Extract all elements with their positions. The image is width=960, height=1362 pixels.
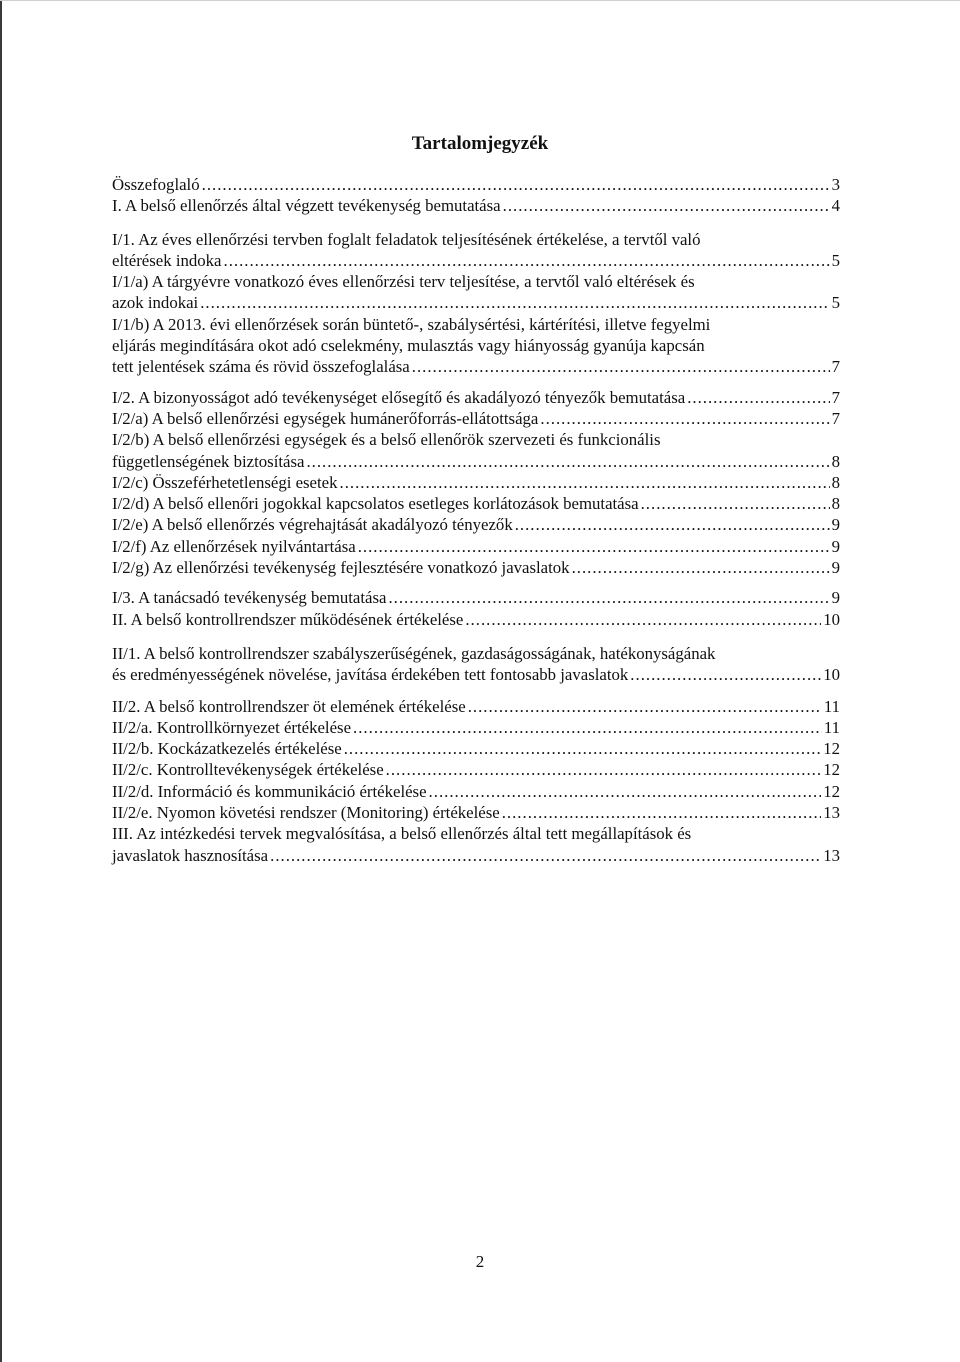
toc-entry-page: 7 <box>831 387 840 407</box>
toc-leader-dots <box>429 781 822 802</box>
toc-entry-last-line <box>112 174 840 195</box>
toc-entry-last-line <box>112 609 840 630</box>
toc-entry-title: I/2/a) A belső ellenőrzési egységek humánerőforrás-ellátottsága <box>112 408 539 428</box>
toc-entry-last-line <box>112 356 840 377</box>
toc-entry[interactable] <box>112 514 840 535</box>
toc-entry-line: I/1/b) A 2013. évi ellenőrzések során büntető-, szabálysértési, kártérítési, illetve fegyelmi <box>112 314 711 334</box>
toc-entry-title: és eredményességének növelése, javítása érdekében tett fontosabb javaslatok <box>112 665 629 685</box>
toc-leader-dots <box>540 408 829 429</box>
toc-leader-dots <box>202 174 830 195</box>
table-of-contents <box>112 174 840 866</box>
toc-entry-title: I/2/g) Az ellenőrzési tevékenység fejlesztésére vonatkozó javaslatok <box>112 558 570 578</box>
toc-leader-dots <box>468 696 822 717</box>
toc-entry-title: I/2/c) Összeférhetetlenségi esetek <box>112 472 338 492</box>
toc-entry-last-line <box>112 738 840 759</box>
toc-entry-line: I/2/b) A belső ellenőrzési egységek és a belső ellenőrök szervezeti és funkcionális <box>112 430 661 450</box>
toc-entry-last-line <box>112 717 840 738</box>
toc-leader-dots <box>502 802 822 823</box>
toc-entry-title: eltérések indoka <box>112 250 222 270</box>
toc-entry-title: Összefoglaló <box>112 175 200 194</box>
toc-entry-last-line <box>112 664 840 685</box>
toc-entry-title: I/3. A tanácsadó tevékenység bemutatása <box>112 588 387 608</box>
toc-entry-last-line <box>112 696 840 717</box>
toc-entry-line: I/1. Az éves ellenőrzési tervben foglalt feladatok teljesítésének értékelése, a tervtől való <box>112 229 701 249</box>
toc-entry-last-line <box>112 408 840 429</box>
toc-entry-last-line <box>112 781 840 802</box>
toc-entry-page: 11 <box>823 717 840 737</box>
toc-entry[interactable] <box>112 823 840 866</box>
toc-leader-dots <box>630 664 821 685</box>
toc-entry-page: 9 <box>831 536 840 556</box>
toc-entry-title: II. A belső kontrollrendszer működésének értékelése <box>112 609 464 629</box>
toc-entry-page: 3 <box>831 175 840 194</box>
toc-entry-last-line <box>112 472 840 493</box>
toc-entry-page: 12 <box>823 781 840 801</box>
toc-entry-page: 8 <box>831 472 840 492</box>
toc-entry-page: 8 <box>831 451 840 471</box>
toc-entry-last-line <box>112 387 840 408</box>
toc-entry[interactable] <box>112 587 840 608</box>
toc-entry-page: 4 <box>831 196 840 216</box>
toc-entry-page: 13 <box>823 803 840 823</box>
toc-leader-dots <box>503 195 830 216</box>
toc-entry[interactable] <box>112 229 840 272</box>
toc-entry[interactable] <box>112 493 840 514</box>
toc-entry-title: azok indokai <box>112 293 199 313</box>
toc-entry-page: 12 <box>823 760 840 780</box>
scan-edge-left <box>0 0 2 1362</box>
toc-entry-last-line <box>112 195 840 216</box>
toc-leader-dots <box>641 493 830 514</box>
toc-entry-line: III. Az intézkedési tervek megvalósítása, a belső ellenőrzés által tett megállapítások és <box>112 824 692 844</box>
toc-entry-page: 9 <box>831 558 840 578</box>
toc-entry-last-line <box>112 845 840 866</box>
toc-entry-title: II/2/d. Információ és kommunikáció értékelése <box>112 781 427 801</box>
toc-entry[interactable] <box>112 271 840 314</box>
toc-leader-dots <box>572 557 830 578</box>
toc-entry[interactable] <box>112 643 840 686</box>
toc-leader-dots <box>270 845 821 866</box>
toc-entry-title: tett jelentések száma és rövid összefoglalása <box>112 357 410 377</box>
toc-entry-title: II/2/c. Kontrolltevékenységek értékelése <box>112 760 384 780</box>
toc-entry-last-line <box>112 536 840 557</box>
toc-entry-page: 5 <box>831 250 840 270</box>
toc-entry-title: I/2. A bizonyosságot adó tevékenységet elősegítő és akadályozó tényezők bemutatása <box>112 387 686 407</box>
toc-entry[interactable] <box>112 387 840 408</box>
toc-entry-last-line <box>112 451 840 472</box>
toc-entry[interactable] <box>112 802 840 823</box>
toc-entry[interactable] <box>112 195 840 216</box>
toc-entry-line: II/1. A belső kontrollrendszer szabályszerűségének, gazdaságosságának, hatékonyságának <box>112 643 716 663</box>
toc-entry[interactable] <box>112 759 840 780</box>
toc-entry-title: I/2/e) A belső ellenőrzés végrehajtását akadályozó tényezők <box>112 515 513 535</box>
toc-entry-title: javaslatok hasznosítása <box>112 845 269 865</box>
toc-entry-title: II/2/b. Kockázatkezelés értékelése <box>112 739 342 759</box>
toc-entry[interactable] <box>112 717 840 738</box>
toc-entry-page: 13 <box>823 845 840 865</box>
toc-entry-last-line <box>112 802 840 823</box>
toc-leader-dots <box>340 472 830 493</box>
toc-entry[interactable] <box>112 609 840 630</box>
toc-entry[interactable] <box>112 472 840 493</box>
toc-entry-last-line <box>112 292 840 313</box>
toc-entry-page: 10 <box>823 665 840 685</box>
toc-entry-page: 8 <box>831 494 840 514</box>
toc-leader-dots <box>200 292 829 313</box>
toc-leader-dots <box>306 451 829 472</box>
toc-entry-page: 9 <box>831 588 840 608</box>
toc-entry[interactable] <box>112 696 840 717</box>
toc-entry-page: 5 <box>831 293 840 313</box>
toc-entry-page: 9 <box>831 515 840 535</box>
toc-entry[interactable] <box>112 738 840 759</box>
toc-entry[interactable] <box>112 781 840 802</box>
toc-entry-page: 7 <box>831 357 840 377</box>
toc-entry-last-line <box>112 759 840 780</box>
page-title: Tartalomjegyzék <box>411 133 549 154</box>
toc-entry[interactable] <box>112 536 840 557</box>
toc-entry-title: II/2/a. Kontrollkörnyezet értékelése <box>112 717 352 737</box>
toc-leader-dots <box>344 738 822 759</box>
toc-entry-title: I. A belső ellenőrzés által végzett tevékenység bemutatása <box>112 196 501 216</box>
scan-edge-top <box>0 0 960 1</box>
toc-leader-dots <box>687 387 829 408</box>
toc-entry-title: II/2. A belső kontrollrendszer öt elemének értékelése <box>112 696 466 716</box>
toc-leader-dots <box>353 717 822 738</box>
toc-entry-line: eljárás megindítására okot adó cselekmény, mulasztás vagy hiányosság gyanúja kapcsán <box>112 336 705 356</box>
toc-entry[interactable] <box>112 557 840 578</box>
page-number: 2 <box>475 1252 485 1271</box>
toc-entry-title: II/2/e. Nyomon követési rendszer (Monitoring) értékelése <box>112 803 500 823</box>
toc-leader-dots <box>515 514 830 535</box>
toc-entry-last-line <box>112 250 840 271</box>
toc-leader-dots <box>412 356 830 377</box>
toc-entry-last-line <box>112 514 840 535</box>
toc-entry[interactable] <box>112 174 840 195</box>
toc-entry-line: I/1/a) A tárgyévre vonatkozó éves ellenőrzési terv teljesítése, a tervtől való eltérések és <box>112 272 695 292</box>
toc-entry-last-line <box>112 587 840 608</box>
toc-entry[interactable] <box>112 314 840 378</box>
toc-entry-last-line <box>112 557 840 578</box>
toc-leader-dots <box>465 609 821 630</box>
toc-leader-dots <box>358 536 830 557</box>
toc-leader-dots <box>224 250 830 271</box>
toc-entry[interactable] <box>112 429 840 472</box>
toc-leader-dots <box>386 759 822 780</box>
toc-entry-last-line <box>112 493 840 514</box>
toc-entry-title: I/2/d) A belső ellenőri jogokkal kapcsolatos esetleges korlátozások bemutatása <box>112 494 639 514</box>
toc-leader-dots <box>388 587 829 608</box>
toc-entry[interactable] <box>112 408 840 429</box>
toc-entry-title: függetlenségének biztosítása <box>112 451 305 471</box>
toc-entry-page: 11 <box>823 696 840 716</box>
toc-entry-page: 10 <box>823 609 840 629</box>
toc-entry-page: 7 <box>831 408 840 428</box>
toc-entry-page: 12 <box>823 739 840 759</box>
toc-entry-title: I/2/f) Az ellenőrzések nyilvántartása <box>112 536 356 556</box>
